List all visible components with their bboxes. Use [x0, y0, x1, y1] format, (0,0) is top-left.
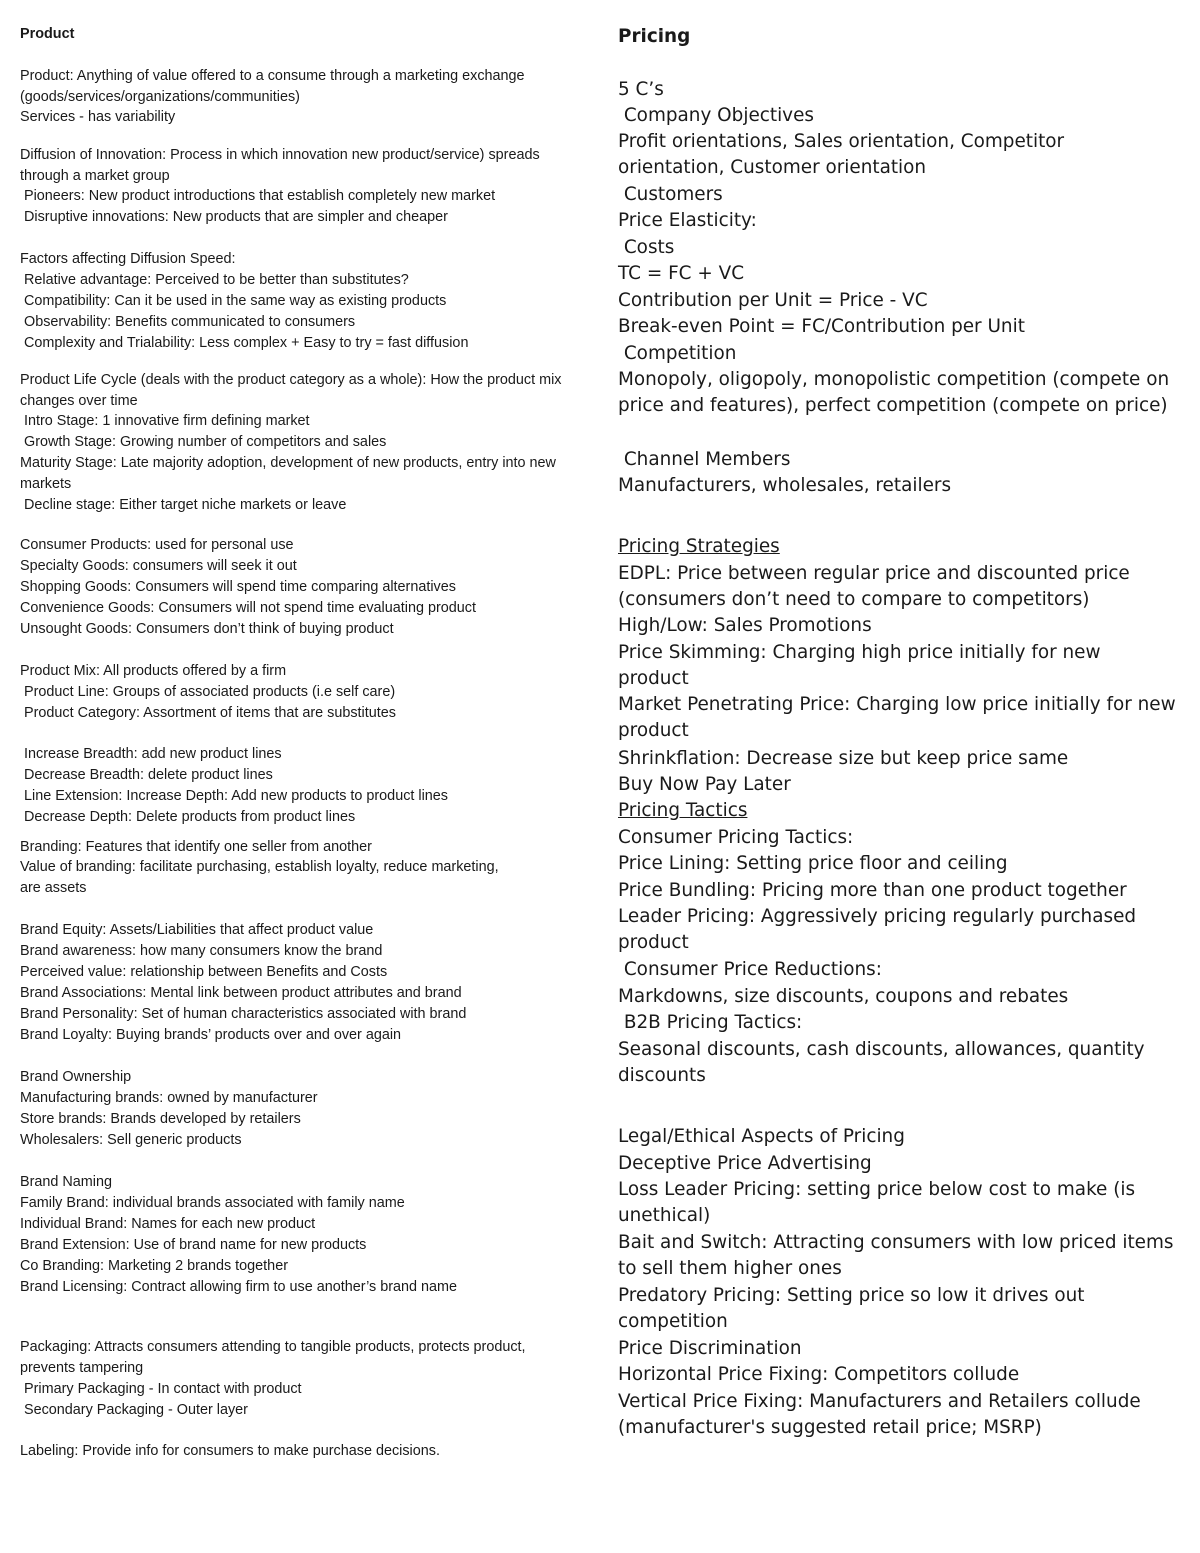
horizontal-price-fixing-line: Horizontal Price Fixing: Competitors collude [618, 1364, 1020, 1385]
services-line: Services - has variability [20, 109, 176, 125]
consumer-price-reductions-line: Consumer Price Reductions: [618, 959, 882, 980]
intro-stage-line: Intro Stage: 1 innovative firm defining market [20, 413, 310, 429]
b2b-discounts-line: Seasonal discounts, cash discounts, allowances, quantity discounts [618, 1039, 1145, 1087]
line-extension-line: Line Extension: Increase Depth: Add new products to product lines [20, 788, 448, 804]
high-low-line: High/Low: Sales Promotions [618, 615, 872, 636]
tc-formula-line: TC = FC + VC [618, 263, 745, 284]
wholesalers-line: Wholesalers: Sell generic products [20, 1132, 242, 1148]
shopping-goods-line: Shopping Goods: Consumers will spend time comparing alternatives [20, 579, 456, 595]
brand-associations-line: Brand Associations: Mental link between product attributes and brand [20, 985, 462, 1001]
co-branding-line: Co Branding: Marketing 2 brands together [20, 1258, 288, 1274]
primary-packaging-line: Primary Packaging - In contact with product [20, 1381, 302, 1397]
break-even-formula-line: Break-even Point = FC/Contribution per Unit [618, 316, 1025, 337]
compatibility-line: Compatibility: Can it be used in the same way as existing products [20, 293, 447, 309]
labeling-line: Labeling: Provide info for consumers to make purchase decisions. [20, 1443, 440, 1459]
decrease-depth-line: Decrease Depth: Delete products from product lines [20, 809, 356, 825]
growth-stage-line: Growth Stage: Growing number of competitors and sales [20, 434, 387, 450]
product-category-line: Product Category: Assortment of items that are substitutes [20, 705, 396, 721]
decline-stage-line: Decline stage: Either target niche markets or leave [20, 497, 347, 513]
pricing-strategies-heading: Pricing Strategies [618, 536, 780, 557]
perceived-value-line: Perceived value: relationship between Benefits and Costs [20, 964, 388, 980]
brand-licensing-line: Brand Licensing: Contract allowing firm to use another’s brand name [20, 1279, 458, 1295]
leader-pricing-line: Leader Pricing: Aggressively pricing regularly purchased product [618, 906, 1137, 954]
bait-and-switch-line: Bait and Switch: Attracting consumers with low priced items to sell them higher ones [618, 1232, 1174, 1280]
price-skimming-line: Price Skimming: Charging high price initially for new product [618, 642, 1101, 690]
predatory-pricing-line: Predatory Pricing: Setting price so low it drives out competition [618, 1285, 1085, 1333]
edpl-line: EDPL: Price between regular price and discounted price (consumers don’t need to compare to competitors) [618, 563, 1130, 611]
store-brands-line: Store brands: Brands developed by retailers [20, 1111, 301, 1127]
legal-ethical-heading: Legal/Ethical Aspects of Pricing [618, 1126, 905, 1147]
brand-loyalty-line: Brand Loyalty: Buying brands’ products over and over again [20, 1027, 402, 1043]
relative-advantage-line: Relative advantage: Perceived to be better than substitutes? [20, 272, 409, 288]
brand-awareness-line: Brand awareness: how many consumers know the brand [20, 943, 383, 959]
maturity-stage-line: Maturity Stage: Late majority adoption, development of new products, entry into new markets [20, 455, 556, 492]
consumer-products-line: Consumer Products: used for personal use [20, 537, 294, 553]
price-discrimination-line: Price Discrimination [618, 1338, 802, 1359]
diffusion-definition: Diffusion of Innovation: Process in which innovation new product/service) spreads through a market group [20, 147, 540, 184]
brand-personality-line: Brand Personality: Set of human characteristics associated with brand [20, 1006, 467, 1022]
pricing-heading: Pricing [618, 26, 691, 47]
channel-members-line: Channel Members [618, 449, 791, 470]
shrinkflation-line: Shrinkflation: Decrease size but keep price same [618, 748, 1069, 769]
brand-extension-line: Brand Extension: Use of brand name for new products [20, 1237, 367, 1253]
branding-line: Branding: Features that identify one seller from another [20, 839, 372, 855]
pricing-tactics-heading: Pricing Tactics [618, 800, 748, 821]
consumer-pricing-tactics-line: Consumer Pricing Tactics: [618, 827, 854, 848]
b2b-pricing-tactics-line: B2B Pricing Tactics: [618, 1012, 803, 1033]
five-cs-heading: 5 C’s [618, 79, 664, 100]
company-objectives-line: Company Objectives [618, 105, 814, 126]
contribution-formula-line: Contribution per Unit = Price - VC [618, 290, 928, 311]
complexity-line: Complexity and Trialability: Less complex + Easy to try = fast diffusion [20, 335, 469, 351]
plc-definition: Product Life Cycle (deals with the product category as a whole): How the product mix changes over time [20, 372, 562, 409]
pioneers-line: Pioneers: New product introductions that establish completely new market [20, 188, 496, 204]
product-definition: Product: Anything of value offered to a consume through a marketing exchange (goods/services/organizations/communities) [20, 68, 525, 105]
observability-line: Observability: Benefits communicated to consumers [20, 314, 356, 330]
channel-types-line: Manufacturers, wholesales, retailers [618, 475, 952, 496]
secondary-packaging-line: Secondary Packaging - Outer layer [20, 1402, 248, 1418]
family-brand-line: Family Brand: individual brands associated with family name [20, 1195, 405, 1211]
markdowns-line: Markdowns, size discounts, coupons and rebates [618, 986, 1069, 1007]
brand-ownership-heading: Brand Ownership [20, 1069, 132, 1085]
deceptive-advertising-line: Deceptive Price Advertising [618, 1153, 872, 1174]
product-line-line: Product Line: Groups of associated products (i.e self care) [20, 684, 396, 700]
vertical-price-fixing-line: Vertical Price Fixing: Manufacturers and Retailers collude (manufacturer's suggested retail price; MSRP) [618, 1391, 1141, 1439]
orientations-line: Profit orientations, Sales orientation, Competitor orientation, Customer orientation [618, 131, 1065, 179]
packaging-line: Packaging: Attracts consumers attending to tangible products, protects product, prevents tampering [20, 1339, 526, 1376]
disruptive-line: Disruptive innovations: New products that are simpler and cheaper [20, 209, 448, 225]
individual-brand-line: Individual Brand: Names for each new product [20, 1216, 316, 1232]
price-bundling-line: Price Bundling: Pricing more than one product together [618, 880, 1127, 901]
price-elasticity-line: Price Elasticity: [618, 210, 757, 231]
competition-line: Competition [618, 343, 737, 364]
unsought-goods-line: Unsought Goods: Consumers don’t think of buying product [20, 621, 394, 637]
product-heading: Product [20, 26, 75, 42]
loss-leader-line: Loss Leader Pricing: setting price below cost to make (is unethical) [618, 1179, 1136, 1227]
brand-equity-line: Brand Equity: Assets/Liabilities that affect product value [20, 922, 374, 938]
bnpl-line: Buy Now Pay Later [618, 774, 791, 795]
product-mix-line: Product Mix: All products offered by a firm [20, 663, 287, 679]
decrease-breadth-line: Decrease Breadth: delete product lines [20, 767, 273, 783]
specialty-goods-line: Specialty Goods: consumers will seek it out [20, 558, 297, 574]
convenience-goods-line: Convenience Goods: Consumers will not spend time evaluating product [20, 600, 476, 616]
customers-line: Customers [618, 184, 723, 205]
value-of-branding-line: Value of branding: facilitate purchasing, establish loyalty, reduce marketing, are assets [20, 859, 499, 896]
factors-heading: Factors affecting Diffusion Speed: [20, 251, 236, 267]
price-lining-line: Price Lining: Setting price floor and ceiling [618, 853, 1008, 874]
brand-naming-heading: Brand Naming [20, 1174, 112, 1190]
market-penetrating-line: Market Penetrating Price: Charging low price initially for new product [618, 694, 1176, 742]
manufacturing-brands-line: Manufacturing brands: owned by manufacturer [20, 1090, 318, 1106]
competition-types-line: Monopoly, oligopoly, monopolistic competition (compete on price and features), perfect competition (compete on price) [618, 369, 1170, 417]
increase-breadth-line: Increase Breadth: add new product lines [20, 746, 282, 762]
costs-line: Costs [618, 237, 675, 258]
